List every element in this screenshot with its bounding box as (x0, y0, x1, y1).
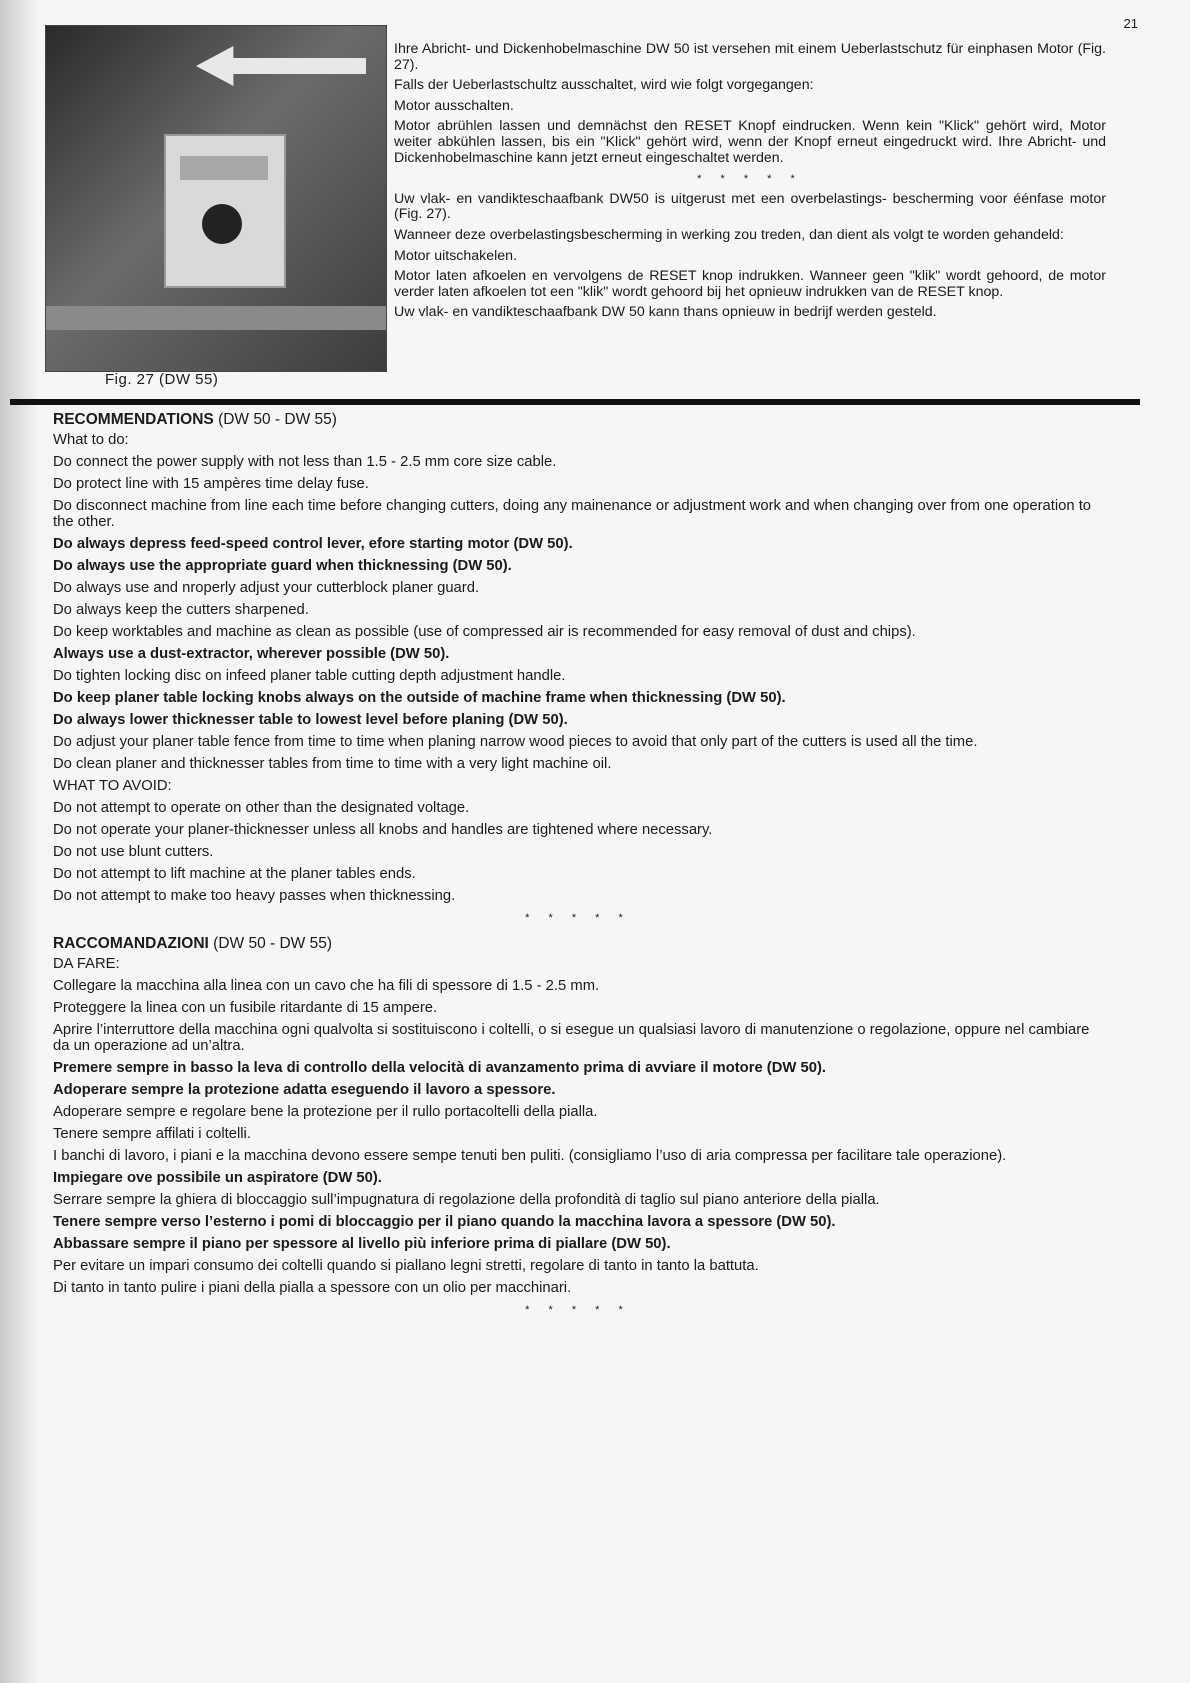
italian-todo-label: DA FARE: (53, 956, 120, 972)
english-avoid-label: WHAT TO AVOID: (53, 778, 172, 794)
machine-frame (46, 306, 386, 330)
divider-rule (10, 399, 1140, 405)
english-todo-item: Do keep worktables and machine as clean as possible (use of compressed air is recommended for easy removal of dust and chips). (53, 624, 916, 640)
page-number: 21 (1123, 16, 1138, 31)
german-paragraph: Motor abrühlen lassen und demnächst den RESET Knopf eindrucken. Wenn kein "Klick" gehört wird, Motor weiter abkühlen lassen, bis ein "Klick" gehört wird, wenn der Knopf erneut eingedruckt wird. Ihre Abricht- und Dickenhobelmaschine kann jetzt erneut eingeschaltet werden. (394, 118, 1106, 166)
dutch-section (394, 192, 1106, 321)
italian-todo-item: Abbassare sempre il piano per spessore al livello più inferiore prima di piallare (DW 50). (53, 1236, 671, 1252)
dutch-paragraph: Motor laten afkoelen en vervolgens de RESET knop indrukken. Wanneer geen "klik" wordt gehoord, de motor verder laten afkoelen tot een "klik" wordt gehoord bij het opnieuw indrukken van de RESET knop. (394, 268, 1106, 300)
english-avoid-item: Do not attempt to operate on other than the designated voltage. (53, 800, 470, 816)
english-todo-item: Do clean planer and thicknesser tables from time to time with a very light machine oil. (53, 756, 612, 772)
english-todo-item: Do always depress feed-speed control lever, efore starting motor (DW 50). (53, 536, 573, 552)
dutch-paragraph: Motor uitschakelen. (394, 247, 518, 264)
english-todo-item: Always use a dust-extractor, wherever possible (DW 50). (53, 646, 450, 662)
italian-todo-item: Proteggere la linea con un fusibile ritardante di 15 ampere. (53, 1000, 438, 1016)
english-heading (53, 412, 1103, 428)
section-separator: * * * * * (525, 912, 631, 924)
italian-todo-item: Impiegare ove possibile un aspiratore (DW 50). (53, 1170, 382, 1186)
german-paragraph: Motor ausschalten. (394, 97, 514, 114)
overload-instructions (394, 42, 1106, 326)
italian-todo-item: Aprire l’interruttore della macchina ogni qualvolta si sostituiscono i coltelli, o si esegue un qualsiasi lavoro di manutenzione o regolazione, oppure nel cambiare da un operazione ad un’altra. (53, 1022, 1090, 1054)
english-todo-item: Do connect the power supply with not less than 1.5 - 2.5 mm core size cable. (53, 454, 557, 470)
italian-todo-item: Adoperare sempre la protezione adatta eseguendo il lavoro a spessore. (53, 1082, 556, 1098)
english-todo-item: Do keep planer table locking knobs always on the outside of machine frame when thicknessing (DW 50). (53, 690, 786, 706)
recommendations (53, 412, 1103, 1328)
english-todo-item: Do always use and nroperly adjust your cutterblock planer guard. (53, 580, 480, 596)
motor-overload-photo (45, 25, 387, 372)
english-avoid-item: Do not operate your planer-thicknesser unless all knobs and handles are tightened where necessary. (53, 822, 713, 838)
italian-todo-item: Adoperare sempre e regolare bene la protezione per il rullo portacoltelli della pialla. (53, 1104, 598, 1120)
italian-todo-item: Per evitare un impari consumo dei coltelli quando si piallano legni stretti, regolare di tanto in tanto la battuta. (53, 1258, 759, 1274)
dutch-paragraph: Wanneer deze overbelastingsbescherming in werking zou treden, dan dient als volgt te worden gehandeld: (394, 226, 1064, 243)
italian-todo-item: Serrare sempre la ghiera di bloccaggio sull’impugnatura di regolazione della profondità di taglio sul piano anteriore della pialla. (53, 1192, 880, 1208)
italian-heading-models: (DW 50 - DW 55) (213, 935, 333, 952)
english-avoid-item: Do not attempt to lift machine at the planer tables ends. (53, 866, 416, 882)
german-paragraph: Falls der Ueberlastschultz ausschaltet, wird wie folgt vorgegangen: (394, 77, 814, 94)
english-heading-title: RECOMMENDATIONS (53, 411, 214, 428)
english-todo-item: Do protect line with 15 ampères time delay fuse. (53, 476, 369, 492)
page-edge-shadow (0, 0, 40, 1683)
italian-heading-title: RACCOMANDAZIONI (53, 935, 209, 952)
english-todo-item: Do always use the appropriate guard when thicknessing (DW 50). (53, 558, 512, 574)
italian-todo-list (53, 978, 1103, 1296)
english-heading-models: (DW 50 - DW 55) (218, 411, 337, 428)
italian-todo-item: Premere sempre in basso la leva di controllo della velocità di avanzamento prima di avviare il motore (DW 50). (53, 1060, 826, 1076)
section-separator: * * * * * (697, 173, 803, 186)
italian-heading (53, 936, 1103, 952)
dutch-paragraph: Uw vlak- en vandikteschaafbank DW 50 kann thans opnieuw in bedrijf werden gesteld. (394, 304, 937, 321)
english-todo-list (53, 454, 1103, 772)
figure-caption: Fig. 27 (DW 55) (105, 371, 219, 388)
italian-todo-item: Di tanto in tanto pulire i piani della pialla a spessore con un olio per macchinari. (53, 1280, 572, 1296)
english-todo-label: What to do: (53, 432, 129, 448)
english-todo-item: Do tighten locking disc on infeed planer table cutting depth adjustment handle. (53, 668, 566, 684)
english-todo-item: Do always keep the cutters sharpened. (53, 602, 309, 618)
english-avoid-item: Do not use blunt cutters. (53, 844, 214, 860)
italian-todo-item: I banchi di lavoro, i piani e la macchina devono essere sempe tenuti ben puliti. (consigliamo l’uso di aria compressa per facilitare tale operazione). (53, 1148, 1007, 1164)
figure-27 (45, 25, 385, 392)
reset-knob-icon (202, 204, 242, 244)
control-panel-image (164, 134, 286, 288)
english-todo-item: Do adjust your planer table fence from time to time when planing narrow wood pieces to avoid that only part of the cutters is used all the time. (53, 734, 978, 750)
italian-todo-item: Tenere sempre verso l’esterno i pomi di bloccaggio per il piano quando la macchina lavora a spessore (DW 50). (53, 1214, 836, 1230)
german-section (394, 42, 1106, 166)
dutch-paragraph: Uw vlak- en vandikteschaafbank DW50 is uitgerust met een overbelastings- bescherming voor éénfase motor (Fig. 27). (394, 190, 1106, 223)
section-separator: * * * * * (525, 1304, 631, 1316)
italian-todo-item: Tenere sempre affilati i coltelli. (53, 1126, 251, 1142)
arrow-icon (196, 46, 366, 86)
label-plate (180, 156, 268, 180)
italian-todo-item: Collegare la macchina alla linea con un cavo che ha fili di spessore di 1.5 - 2.5 mm. (53, 978, 600, 994)
german-paragraph: Ihre Abricht- und Dickenhobelmaschine DW 50 ist versehen mit einem Ueberlastschutz für einphasen Motor (Fig. 27). (394, 41, 1106, 73)
english-todo-item: Do disconnect machine from line each time before changing cutters, doing any mainenance or adjustment work and when changing over from one operation to the other. (53, 498, 1092, 530)
english-avoid-item: Do not attempt to make too heavy passes when thicknessing. (53, 888, 456, 904)
english-avoid-list (53, 800, 1103, 904)
english-todo-item: Do always lower thicknesser table to lowest level before planing (DW 50). (53, 712, 568, 728)
